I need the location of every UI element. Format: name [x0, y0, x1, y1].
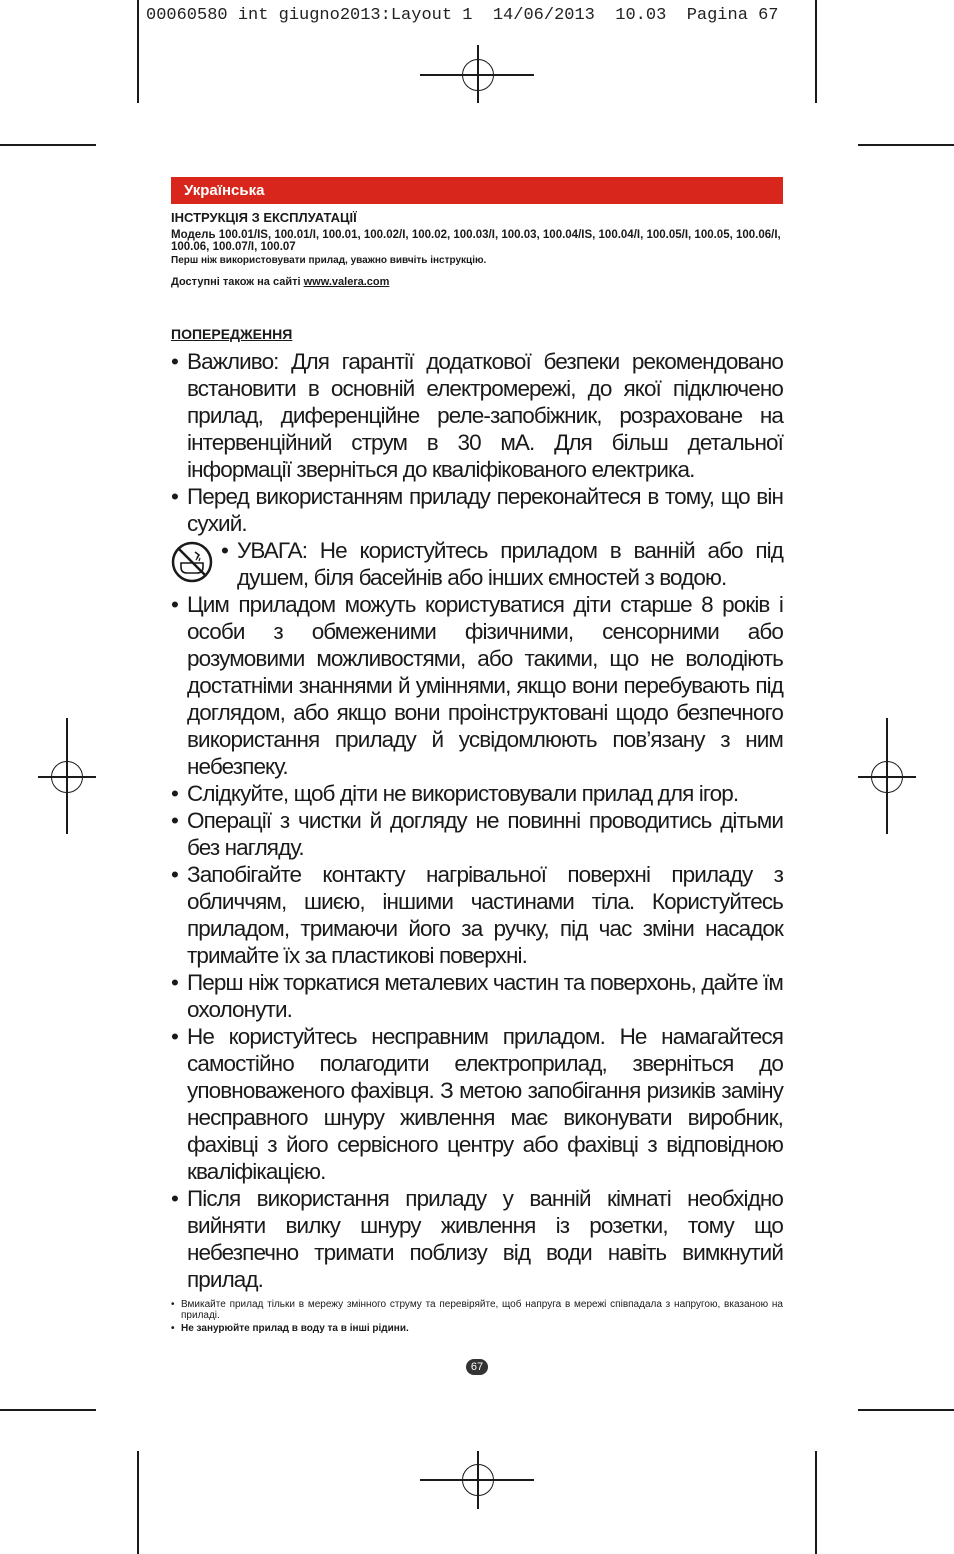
footnote-item-bold: • Не занурюйте прилад в воду та в інші рідини. [171, 1323, 783, 1334]
water-warning-text: УВАГА: Не користуйтесь приладом в ванній або під душем, біля басейнів або інших ємностей з водою. [237, 538, 783, 590]
warnings-heading: ПОПЕРЕДЖЕННЯ [171, 326, 293, 342]
warnings-list [171, 348, 783, 1293]
list-item: • Операції з чистки й догляду не повинні проводитись дітьми без нагляду. [171, 807, 783, 861]
list-item: • Цим приладом можуть користуватися діти старше 8 років і особи з обмеженими фізичними, сенсорними або розумовими можливостями, або такими, що не володіють достатніми знаннями й уміннями, якщо вони перебувають під доглядом, або якщо вони проінструктовані щодо безпечного використання приладу й усвідомлюють пов’язану з ним небезпеку. [171, 591, 783, 780]
print-slug: 00060580 int giugno2013:Layout 1 14/06/2013 10.03 Pagina 67 [146, 6, 779, 25]
list-item: • Слідкуйте, щоб діти не використовували прилад для ігор. [171, 780, 783, 807]
instructions-content [171, 210, 783, 1334]
list-item: • Після використання приладу у ванній кімнаті необхідно вийняти вилку шнуру живлення із розетки, тому що небезпечно тримати поблизу від води навіть вимкнутий прилад. [171, 1185, 783, 1293]
page-number: 67 [466, 1359, 488, 1375]
footnote-list [171, 1299, 783, 1334]
language-label: Українська [184, 182, 265, 199]
model-list: Модель 100.01/IS, 100.01/I, 100.01, 100.02/I, 100.02, 100.03/I, 100.03, 100.04/IS, 100.04/I, 100.05/I, 100.05, 100.06/I, 100.06, 100.07/I, 100.07 [171, 229, 781, 253]
list-item: • Не користуйтесь несправним приладом. Не намагайтеся самостійно полагодити електроприлад, зверніться до уповноваженого фахівця. З метою запобігання ризиків заміну несправного шнуру живлення має виконувати виробник, фахівці з його сервісного центру або фахівці з відповідною кваліфікацією. [171, 1023, 783, 1185]
list-item: • Перед використанням приладу переконайтеся в тому, що він сухий. [171, 483, 783, 537]
list-item: • Перш ніж торкатися металевих частин та поверхонь, дайте їм охолонути. [171, 969, 783, 1023]
footnote-item: • Вмикайте прилад тільки в мережу змінного струму та перевіряйте, щоб напруга в мережі співпадала з напругою, вказаною на приладі. [171, 1299, 783, 1321]
read-instructions-note: Перш ніж використовувати прилад, уважно вивчіть інструкцію. [171, 255, 487, 266]
language-bar [171, 177, 783, 204]
doc-title: ІНСТРУКЦІЯ З ЕКСПЛУАТАЦІЇ [171, 210, 357, 225]
no-bath-icon [171, 541, 213, 583]
list-item: • Запобігайте контакту нагрівальної поверхні приладу з обличчям, шиєю, іншими частинами тіла. Користуйтесь приладом, тримаючи його за ручку, під час зміни насадок тримайте їх за пластикові поверхні. [171, 861, 783, 969]
list-item-water-warning [171, 537, 783, 591]
website-label: Доступні також на сайті [171, 276, 304, 288]
website-link[interactable]: www.valera.com [303, 276, 390, 288]
website-line [171, 276, 783, 288]
list-item: • Важливо: Для гарантії додаткової безпеки рекомендовано встановити в основній електромережі, до якої підключено прилад, диференційне реле-запобіжник, розраховане на інтервенційний струм в 30 мА. Для більш детальної інформації зверніться до кваліфікованого електрика. [171, 348, 783, 483]
